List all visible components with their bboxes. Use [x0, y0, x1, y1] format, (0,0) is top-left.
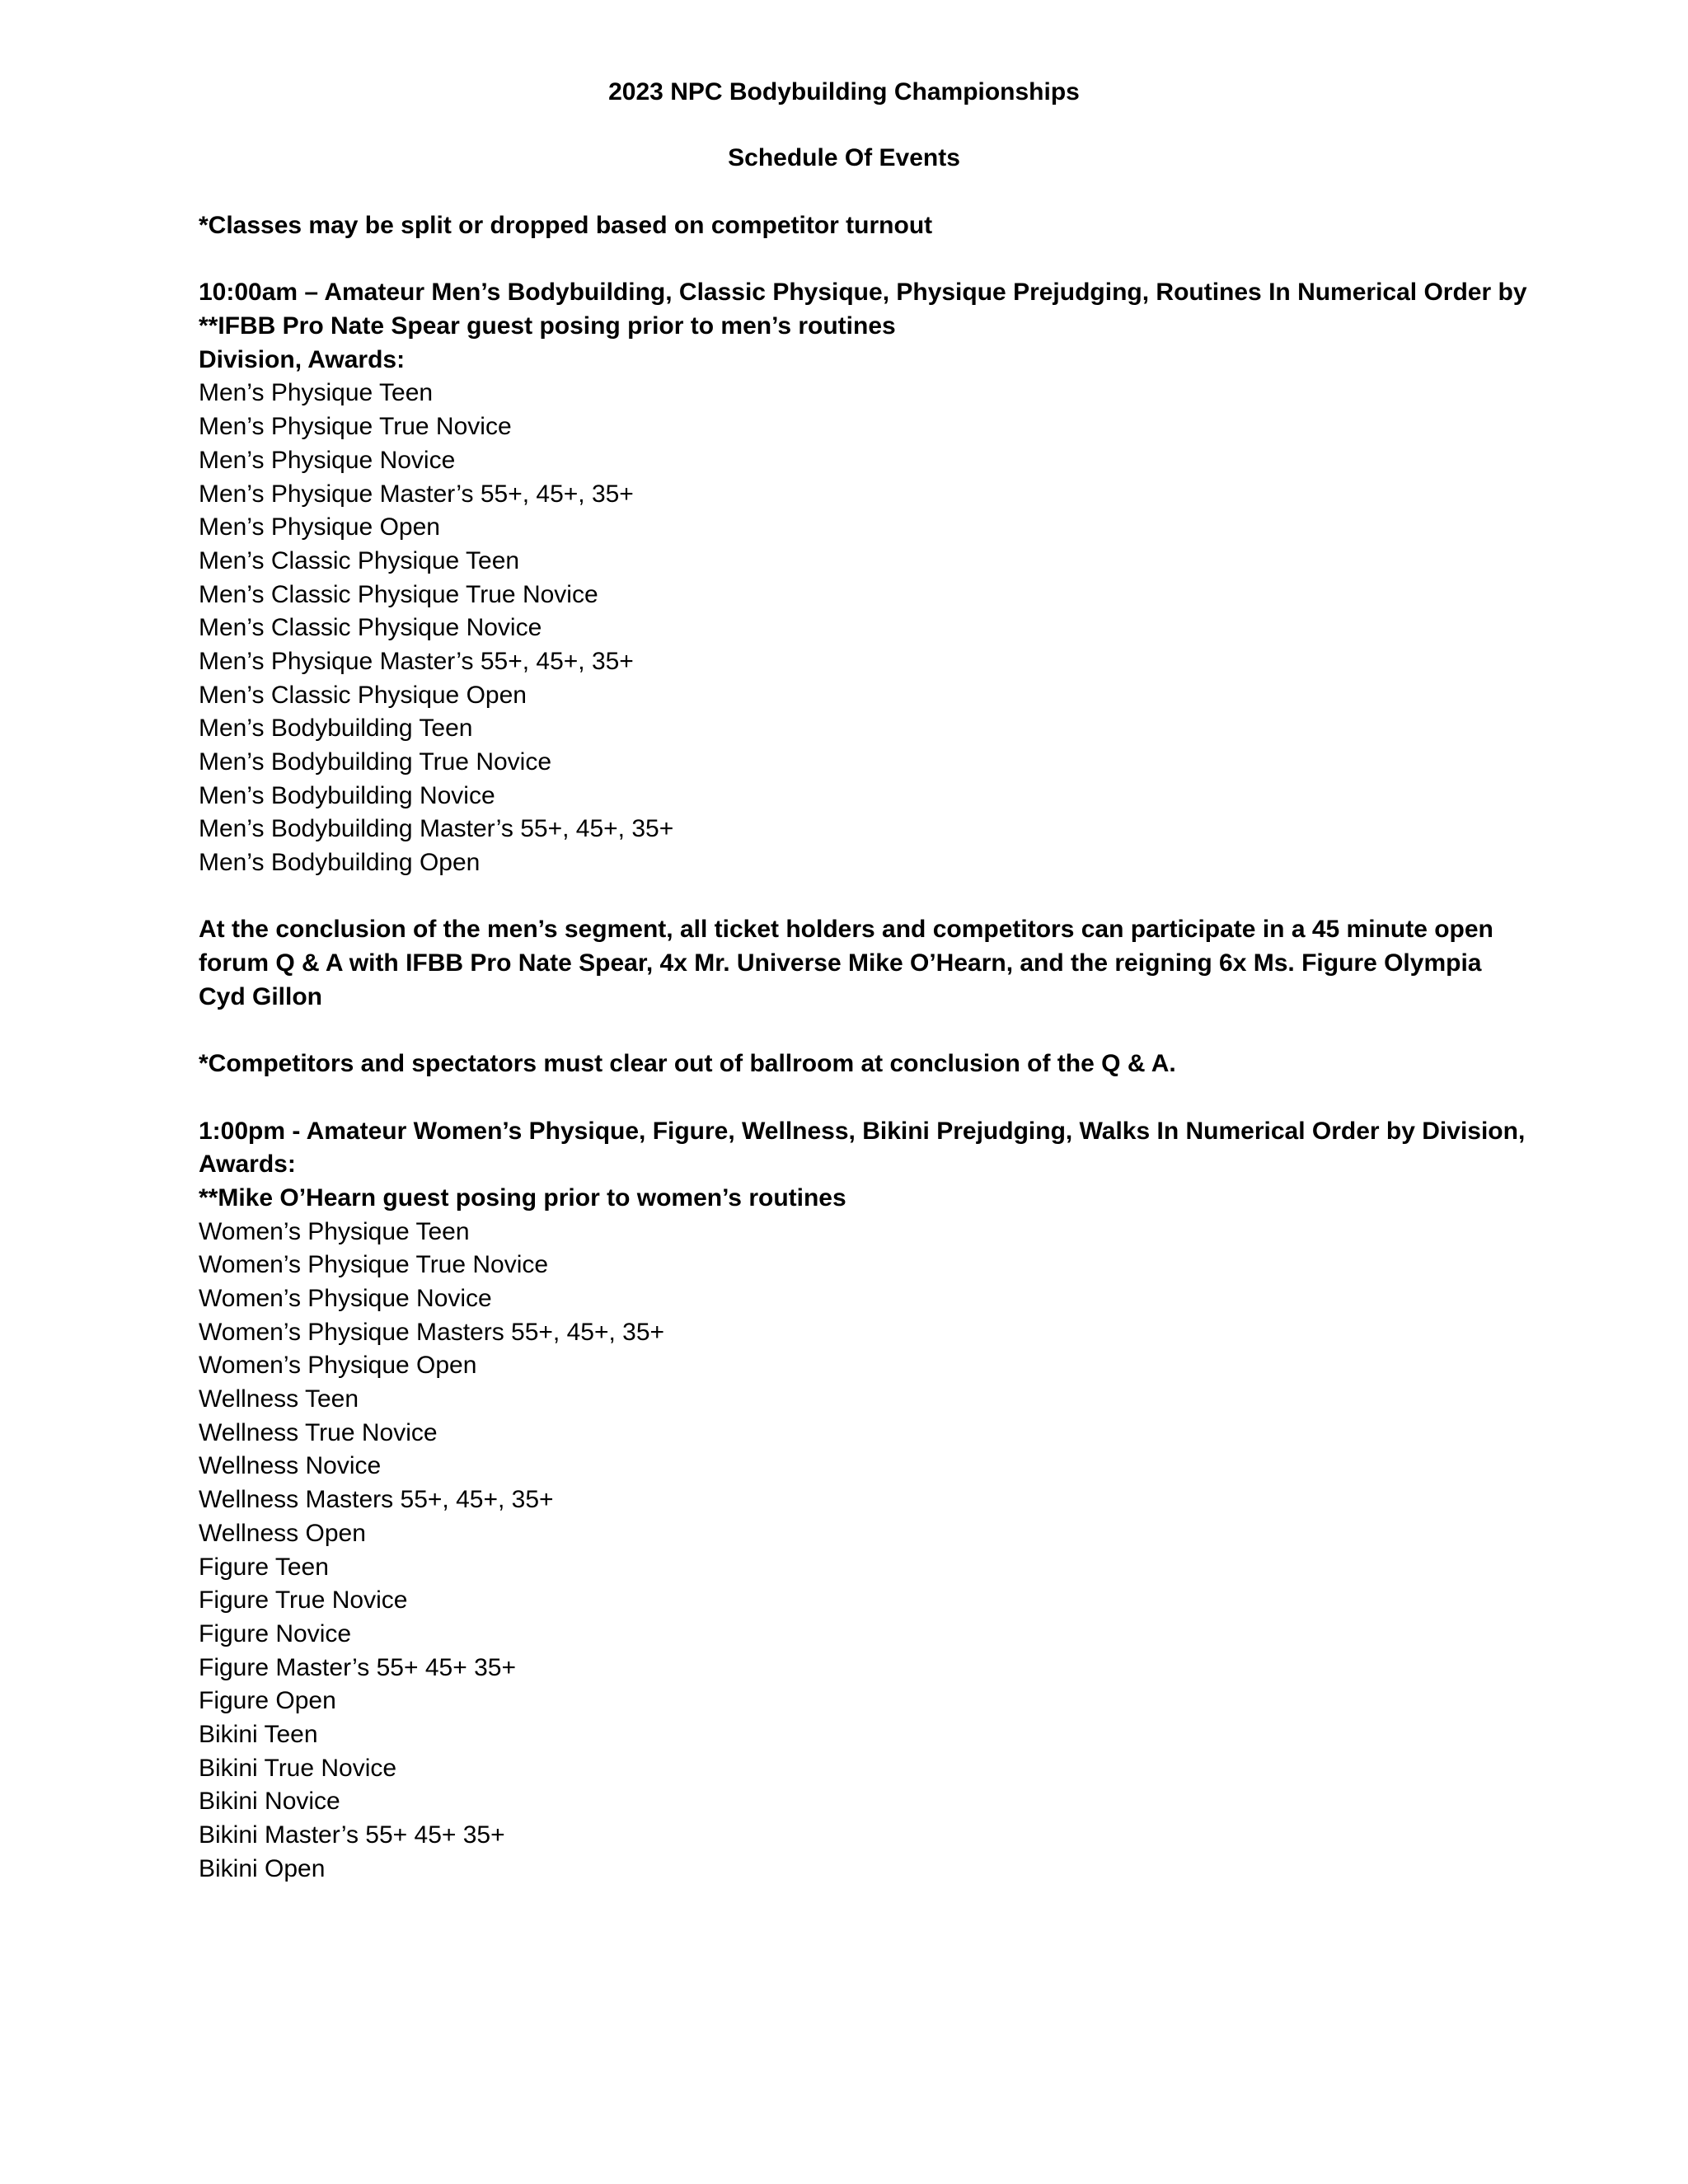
- class-item: Men’s Classic Physique True Novice: [199, 580, 598, 608]
- class-item: Men’s Bodybuilding True Novice: [199, 748, 552, 776]
- women-session-heading-line3: **Mike O’Hearn guest posing prior to women’s routines: [199, 1183, 846, 1212]
- schedule-content: [199, 209, 1527, 1886]
- class-item: Men’s Bodybuilding Master’s 55+, 45+, 35+: [199, 815, 674, 843]
- class-item: Men’s Physique Master’s 55+, 45+, 35+: [199, 647, 634, 675]
- class-item: Wellness Masters 55+, 45+, 35+: [199, 1486, 554, 1514]
- men-session-heading-line3: Division, Awards:: [199, 345, 406, 373]
- class-item: Women’s Physique Novice: [199, 1285, 492, 1312]
- class-item: Bikini Novice: [199, 1788, 340, 1816]
- class-item: Bikini Master’s 55+ 45+ 35+: [199, 1821, 505, 1849]
- class-item: Figure Open: [199, 1687, 336, 1715]
- class-item: Men’s Classic Physique Novice: [199, 614, 542, 642]
- class-item: Figure True Novice: [199, 1586, 408, 1615]
- class-item: Bikini Open: [199, 1854, 326, 1882]
- class-item: Men’s Physique Novice: [199, 446, 456, 474]
- class-item: Men’s Bodybuilding Teen: [199, 715, 473, 743]
- class-item: Men’s Physique Master’s 55+, 45+, 35+: [199, 480, 634, 508]
- class-item: Men’s Classic Physique Teen: [199, 546, 520, 574]
- qa-line2: forum Q & A with IFBB Pro Nate Spear, 4x Mr. Universe Mike O’Hearn, and the reigning 6x Ms. Figure Olympia: [199, 949, 1482, 977]
- qa-paragraph: [199, 913, 1501, 1014]
- class-item: Figure Novice: [199, 1619, 352, 1647]
- document-subtitle: Schedule Of Events: [728, 144, 960, 171]
- men-session-heading-line2: **IFBB Pro Nate Spear guest posing prior to men’s routines: [199, 312, 896, 340]
- class-item: Men’s Physique Teen: [199, 379, 434, 407]
- women-class-list: [199, 1216, 1501, 1886]
- men-class-list: [199, 377, 1501, 879]
- class-item: Men’s Physique True Novice: [199, 413, 512, 441]
- class-item: Wellness Open: [199, 1519, 366, 1547]
- spacer: [199, 880, 1501, 914]
- class-item: Men’s Physique Open: [199, 513, 440, 541]
- document-title: 2023 NPC Bodybuilding Championships: [608, 78, 1080, 105]
- women-session-heading-line2: Awards:: [199, 1151, 296, 1179]
- class-item: Men’s Bodybuilding Open: [199, 849, 481, 877]
- clear-note: *Competitors and spectators must clear out of ballroom at conclusion of the Q & A.: [199, 1050, 1176, 1078]
- men-session: [199, 276, 1527, 879]
- women-session: [199, 1115, 1526, 1886]
- class-item: Wellness True Novice: [199, 1418, 438, 1446]
- spacer: [199, 1015, 1501, 1048]
- men-session-heading-line1: 10:00am – Amateur Men’s Bodybuilding, Classic Physique, Physique Prejudging, Routines In Numerical Order by: [199, 279, 1527, 307]
- class-item: Women’s Physique True Novice: [199, 1251, 549, 1279]
- spacer: [199, 243, 1501, 277]
- class-item: Men’s Bodybuilding Novice: [199, 781, 495, 809]
- split-note: *Classes may be split or dropped based on competitor turnout: [199, 212, 933, 239]
- class-item: Figure Teen: [199, 1553, 329, 1581]
- class-item: Women’s Physique Teen: [199, 1217, 470, 1245]
- women-session-heading-line1: 1:00pm - Amateur Women’s Physique, Figure, Wellness, Bikini Prejudging, Walks In Numerical Order by Division,: [199, 1117, 1526, 1145]
- class-item: Wellness Novice: [199, 1452, 382, 1480]
- class-item: Bikini Teen: [199, 1720, 318, 1748]
- class-item: Bikini True Novice: [199, 1754, 397, 1782]
- class-item: Men’s Classic Physique Open: [199, 681, 527, 709]
- class-item: Wellness Teen: [199, 1385, 359, 1413]
- class-item: Figure Master’s 55+ 45+ 35+: [199, 1653, 516, 1681]
- qa-line3: Cyd Gillon: [199, 982, 322, 1010]
- qa-line1: At the conclusion of the men’s segment, all ticket holders and competitors can participate in a 45 minute open: [199, 916, 1493, 944]
- class-item: Women’s Physique Open: [199, 1352, 477, 1380]
- class-item: Women’s Physique Masters 55+, 45+, 35+: [199, 1318, 665, 1346]
- spacer: [199, 1081, 1501, 1115]
